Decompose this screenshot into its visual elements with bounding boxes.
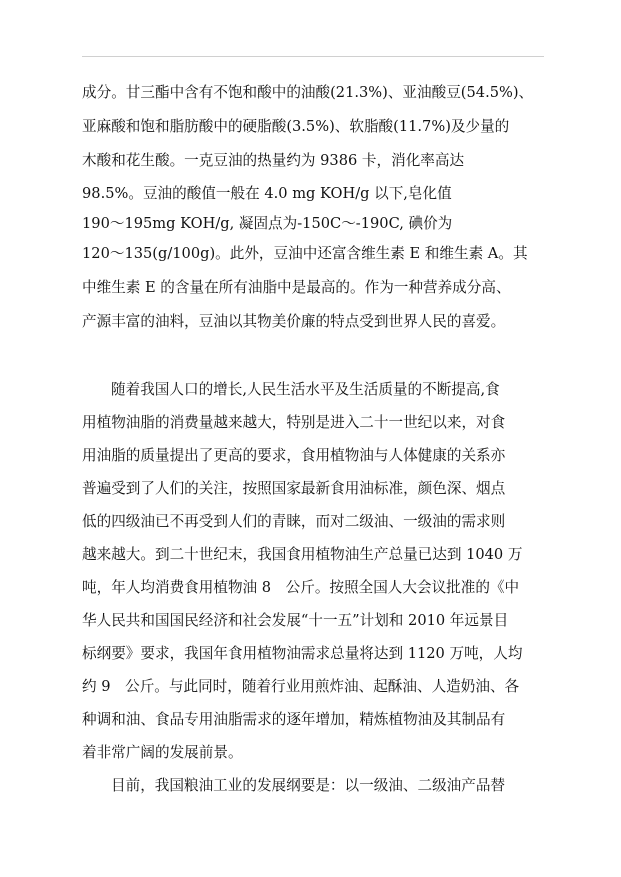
text-line: 木酸和花生酸。一克豆油的热量约为 9386 卡，消化率高达 bbox=[82, 152, 465, 169]
text-line: 亚麻酸和饱和脂肪酸中的硬脂酸(3.5%)、软脂酸(11.7%)及少量的 bbox=[82, 118, 510, 135]
text-line: 约 9 公斤。与此同时，随着行业用煎炸油、起酥油、人造奶油、各 bbox=[82, 678, 520, 695]
text-line: 用植物油脂的消费量越来越大，特别是进入二十一世纪以来，对食 bbox=[82, 414, 506, 431]
text-line: 越来越大。到二十世纪末，我国食用植物油生产总量已达到 1040 万 bbox=[82, 546, 523, 563]
text-line: 华人民共和国国民经济和社会发展“十一五”计划和 2010 年远景目 bbox=[82, 612, 509, 629]
text-line: 产源丰富的油料，豆油以其物美价廉的特点受到世界人民的喜爱。 bbox=[82, 313, 506, 330]
text-line: 标纲要》要求，我国年食用植物油需求总量将达到 1120 万吨，人均 bbox=[82, 645, 523, 662]
text-line: 成分。甘三酯中含有不饱和酸中的油酸(21.3%)、亚油酸豆(54.5%)、 bbox=[82, 84, 534, 101]
text-line: 普遍受到了人们的关注，按照国家最新食用油标准，颜色深、烟点 bbox=[82, 480, 506, 497]
text-line: 中维生素 E 的含量在所有油脂中是最高的。作为一种营养成分高、 bbox=[82, 279, 511, 296]
text-line: 190～195mg KOH/g, 凝固点为-150C～-190C, 碘价为 bbox=[82, 215, 453, 232]
text-line: 着非常广阔的发展前景。 bbox=[82, 744, 243, 761]
text-line: 用油脂的质量提出了更高的要求，食用植物油与人体健康的关系亦 bbox=[82, 447, 506, 464]
text-line: 低的四级油已不再受到人们的青睐，而对二级油、一级油的需求则 bbox=[82, 513, 506, 530]
paragraph-first-line: 随着我国人口的增长,人民生活水平及生活质量的不断提高,食 bbox=[111, 381, 500, 398]
paragraph-first-line: 目前，我国粮油工业的发展纲要是：以一级油、二级油产品替 bbox=[111, 777, 506, 794]
text-line: 种调和油、食品专用油脂需求的逐年增加，精炼植物油及其制品有 bbox=[82, 711, 506, 728]
text-line: 98.5%。豆油的酸值一般在 4.0 mg KOH/g 以下,皂化值 bbox=[82, 185, 452, 202]
text-line: 吨，年人均消费食用植物油 8 公斤。按照全国人大会议批准的《中 bbox=[82, 579, 520, 596]
text-line: 120～135(g/100g)。此外，豆油中还富含维生素 E 和维生素 A。其 bbox=[82, 245, 528, 262]
header-divider bbox=[82, 56, 544, 57]
